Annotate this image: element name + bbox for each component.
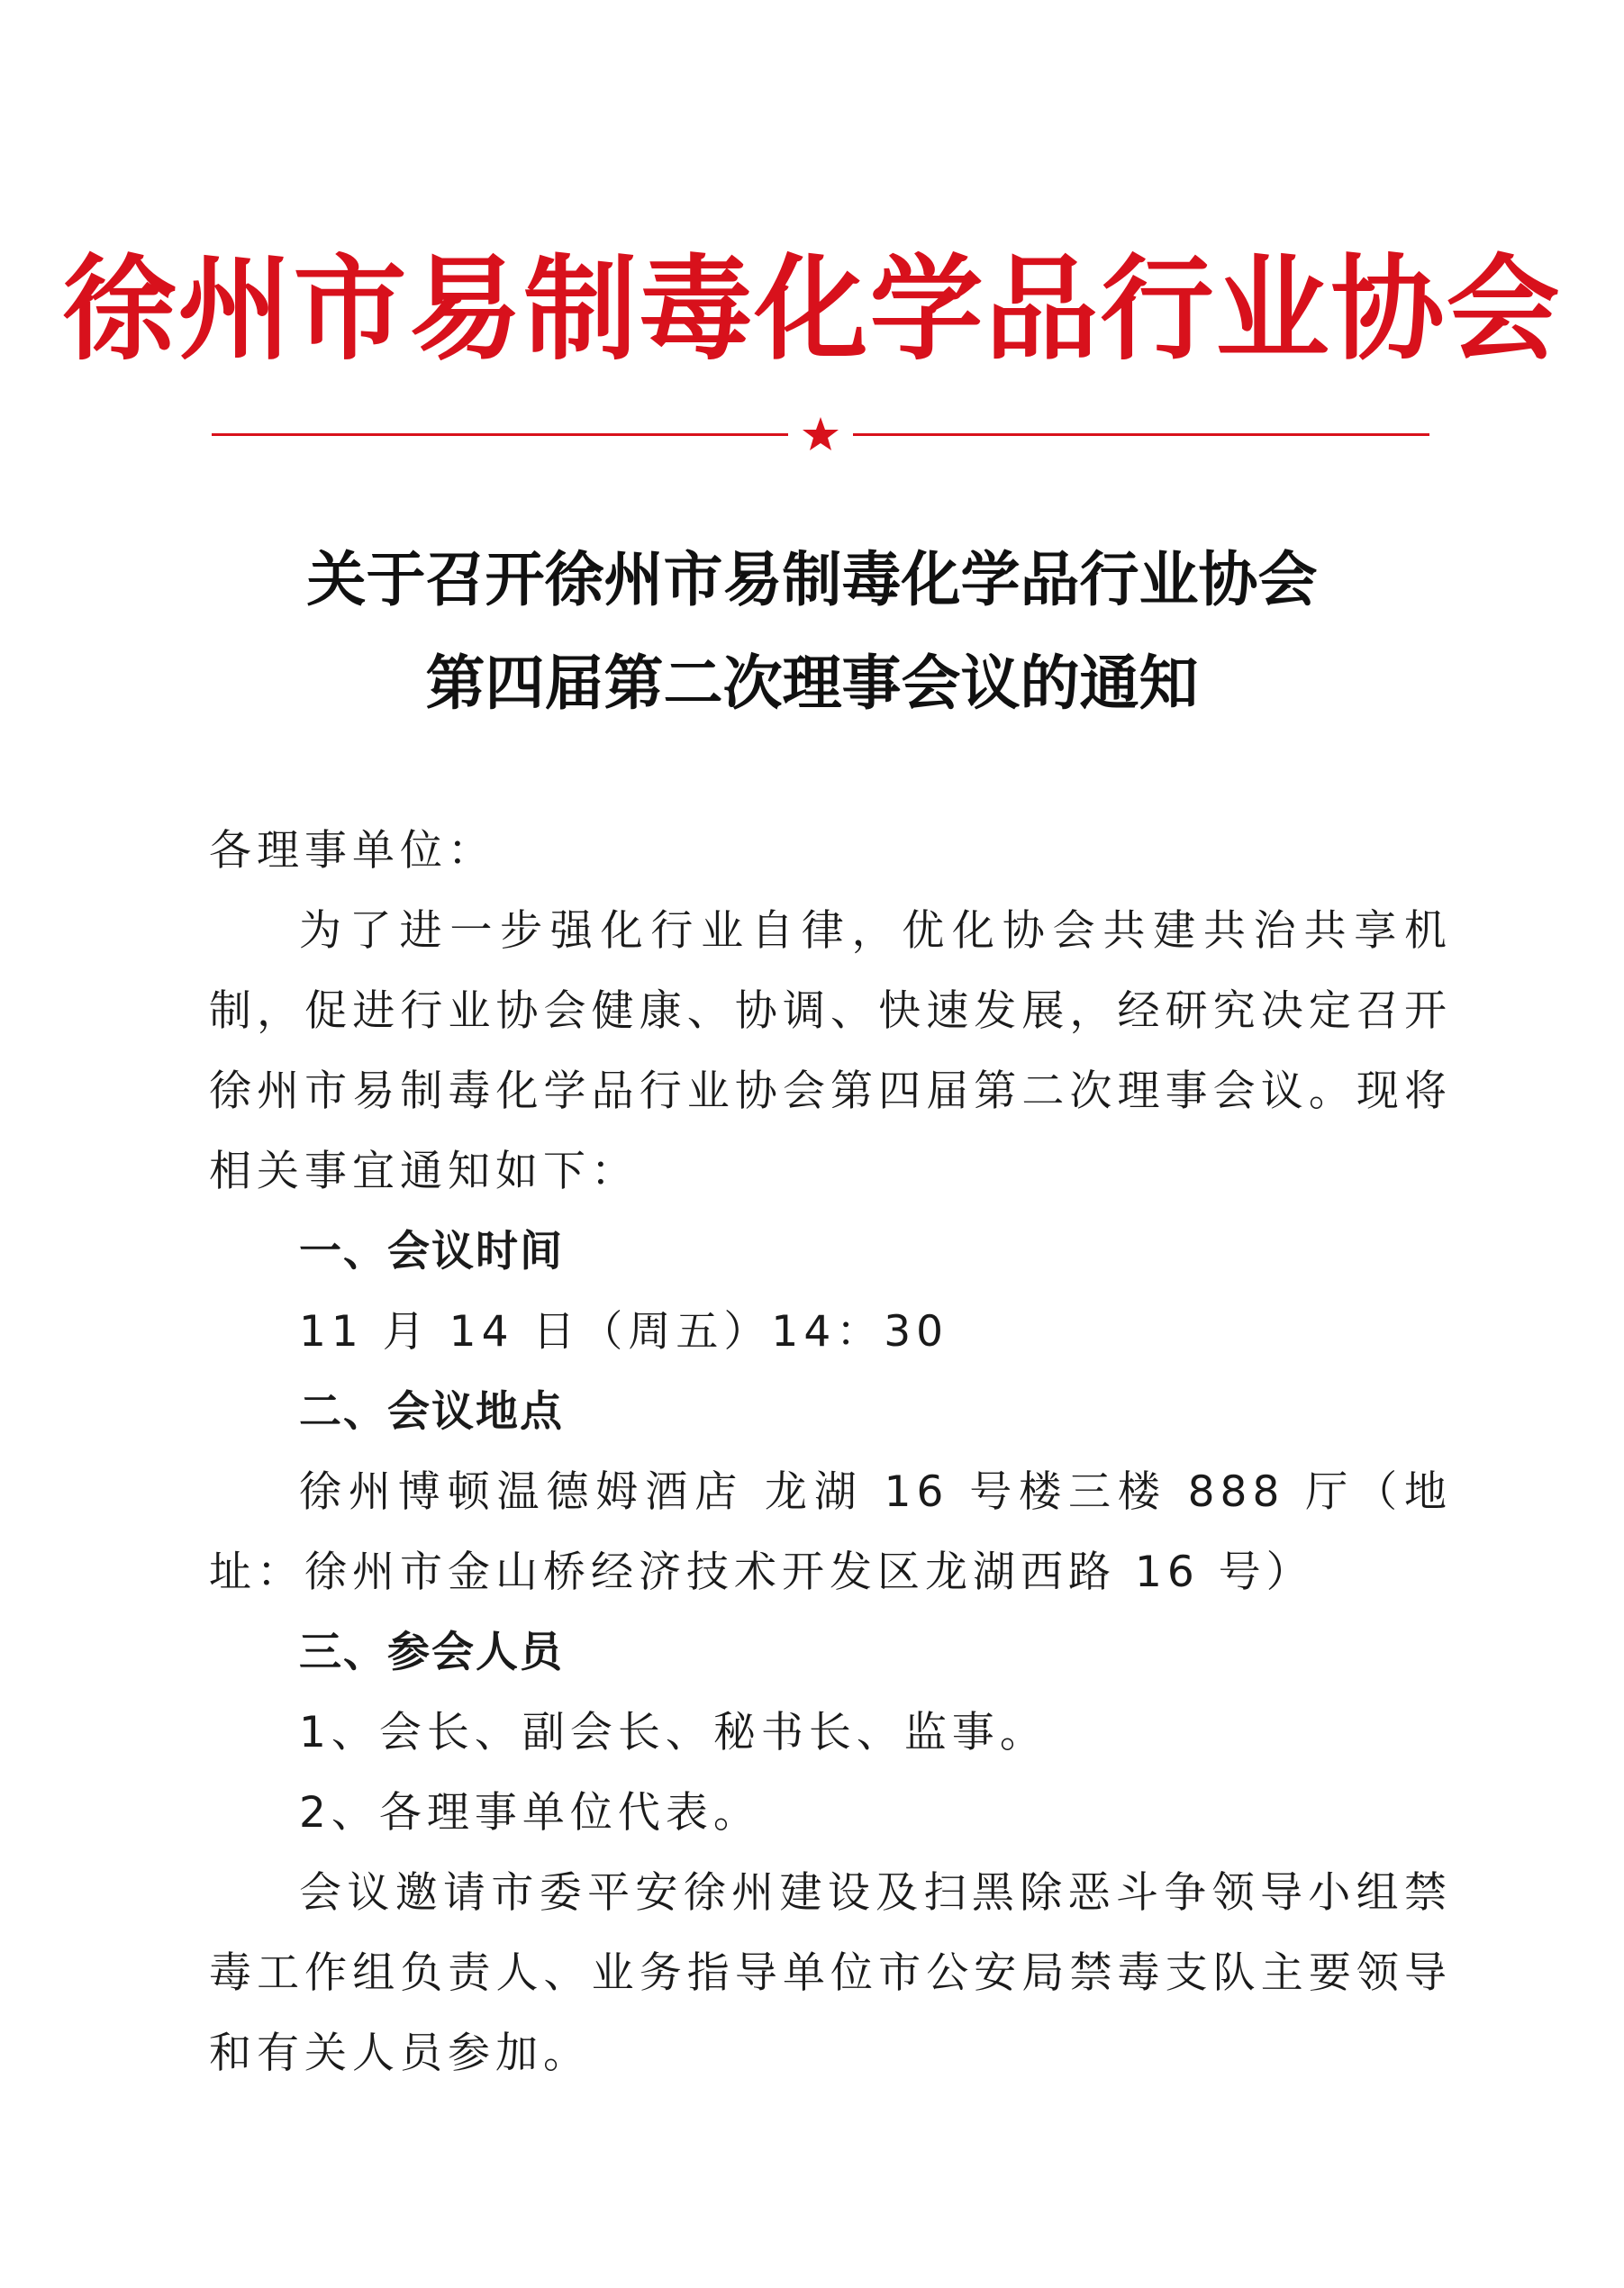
intro-paragraph: 为了进一步强化行业自律，优化协会共建共治共享机制，促进行业协会健康、协调、快速发展，经研究决定召开徐州市易制毒化学品行业协会第四届第二次理事会议。现将相关事宜通知如下： <box>209 906 1452 1196</box>
org-letterhead-title: 徐州市易制毒化学品行业协会 <box>62 242 1562 376</box>
divider-line-left <box>212 433 788 436</box>
notice-title-line-1: 关于召开徐州市易制毒化学品行业协会 <box>306 544 1318 614</box>
meeting-location: 徐州博顿温德姆酒店 龙湖 16 号楼三楼 888 厅（地址：徐州市金山桥经济技术开发区龙湖西路 16 号） <box>209 1467 1452 1597</box>
invitation-paragraph: 会议邀请市委平安徐州建设及扫黑除恶斗争领导小组禁毒工作组负责人、业务指导单位市公安局禁毒支队主要领导和有关人员参加。 <box>209 1868 1452 2078</box>
notice-body <box>209 811 1452 2093</box>
notice-title-line-2: 第四届第二次理事会议的通知 <box>425 648 1199 718</box>
salutation: 各理事单位： <box>209 826 495 876</box>
letterhead-divider <box>212 416 1429 452</box>
star-icon <box>801 416 840 452</box>
attendee-item-2: 2、各理事单位代表。 <box>299 1788 761 1838</box>
divider-line-right <box>853 433 1429 436</box>
section-heading-time: 一、会议时间 <box>299 1227 564 1276</box>
attendee-item-1: 1、会长、副会长、秘书长、监事。 <box>299 1708 1048 1757</box>
section-heading-attendees: 三、参会人员 <box>299 1628 564 1677</box>
meeting-time: 11 月 14 日（周五）14：30 <box>299 1307 949 1357</box>
section-heading-location: 二、会议地点 <box>299 1387 564 1437</box>
